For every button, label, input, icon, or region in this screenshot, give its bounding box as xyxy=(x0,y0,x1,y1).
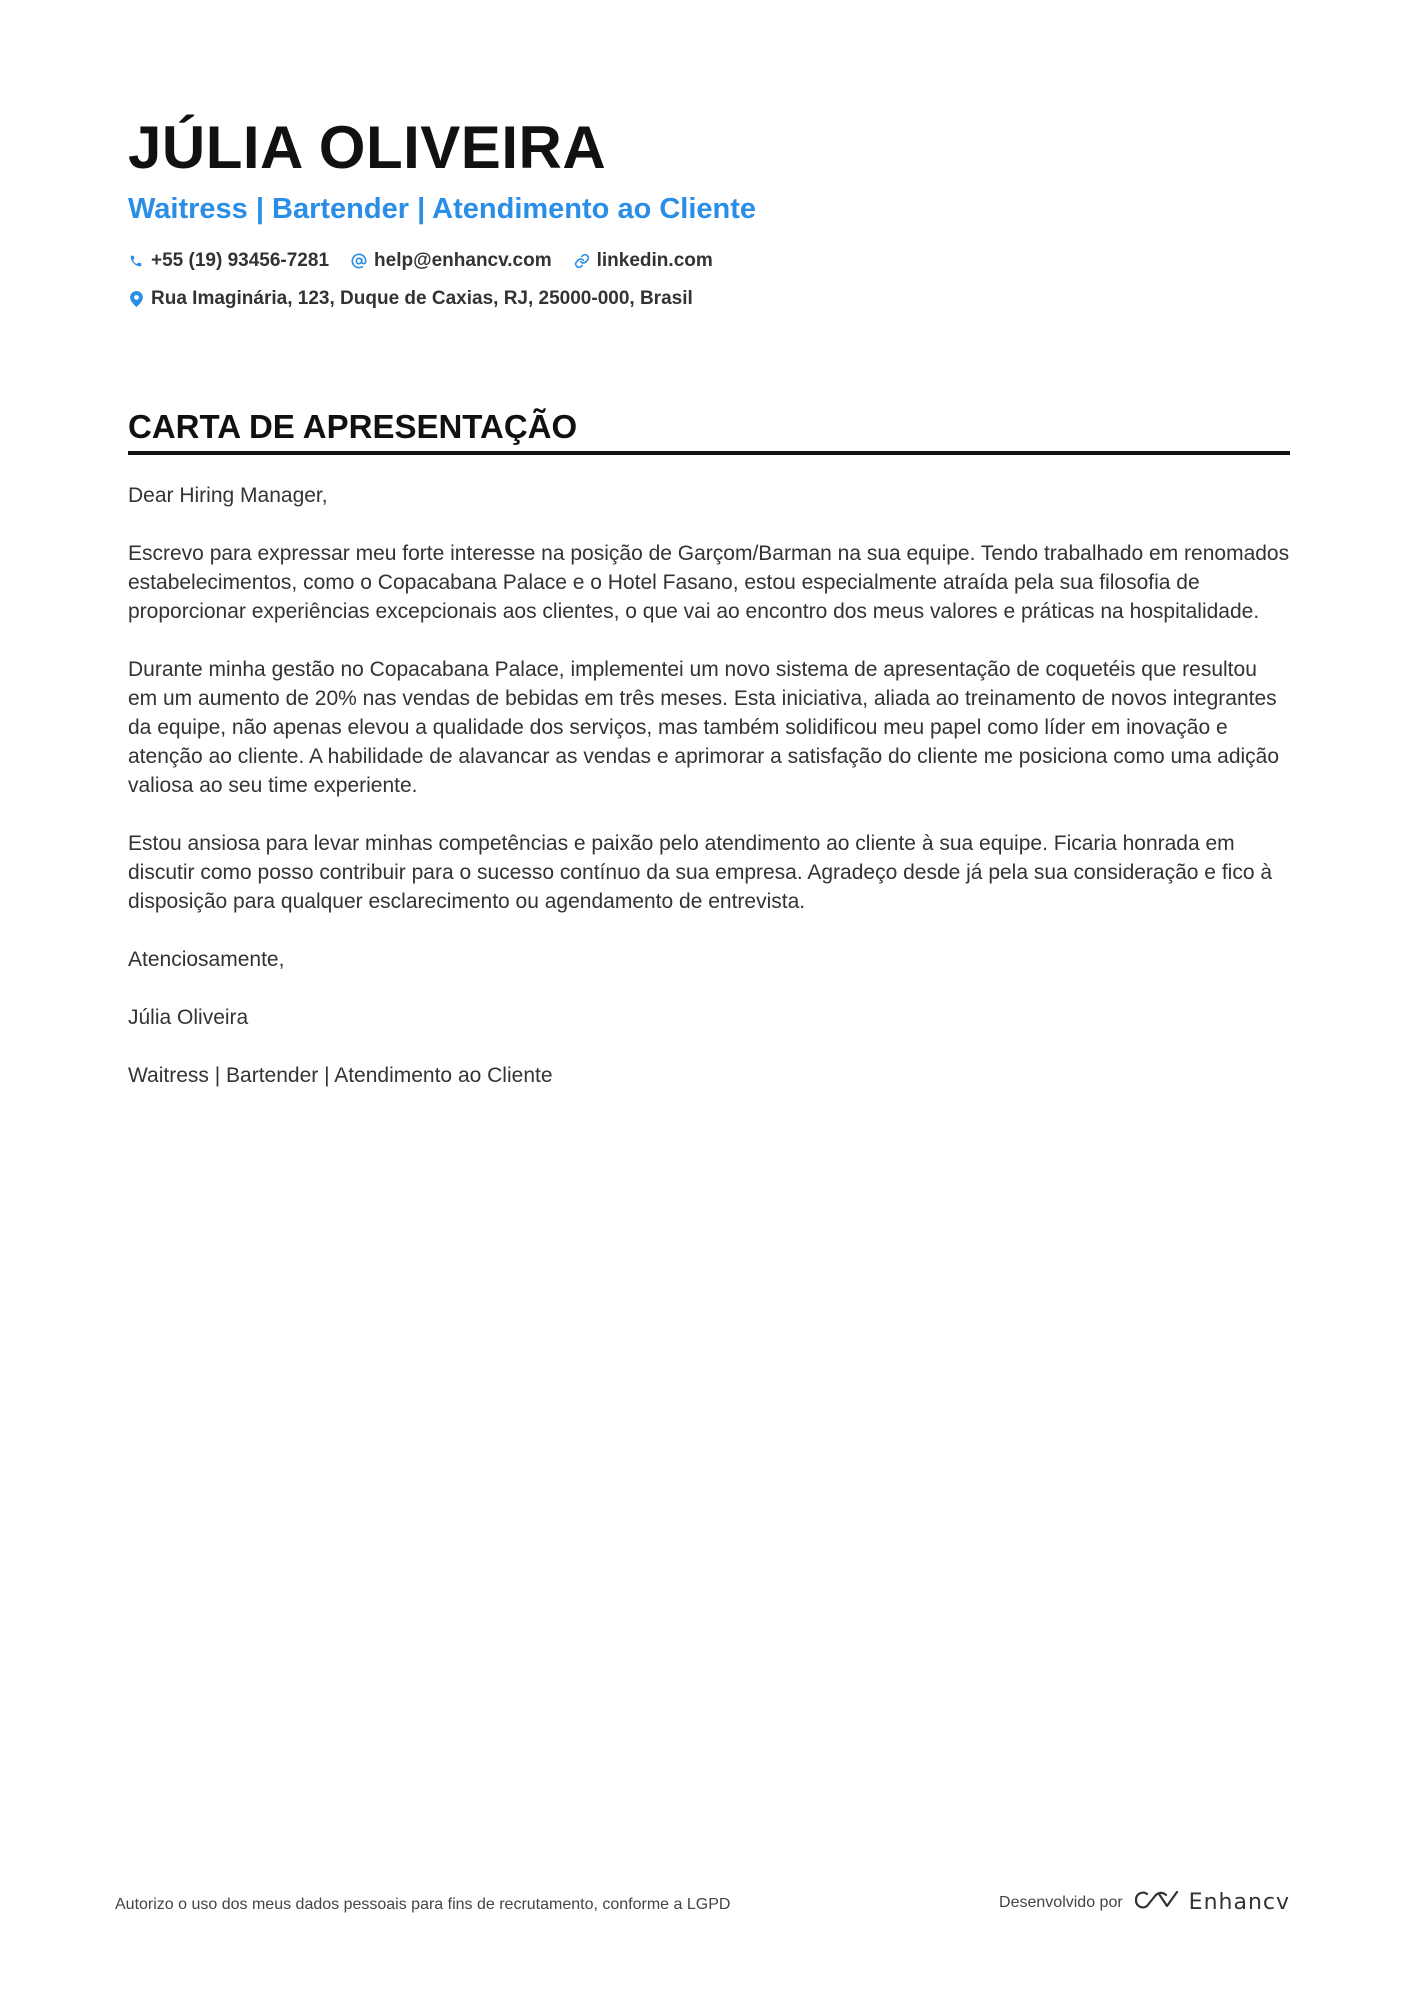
candidate-name: JÚLIA OLIVEIRA xyxy=(128,114,607,181)
phone-text: +55 (19) 93456-7281 xyxy=(151,250,330,271)
location-pin-icon xyxy=(128,290,144,308)
phone-icon xyxy=(128,252,144,270)
brand-name: Enhancv xyxy=(1188,1890,1290,1915)
email-text[interactable]: help@enhancv.com xyxy=(374,250,552,271)
contact-link[interactable] xyxy=(574,248,713,274)
contact-row-primary xyxy=(128,248,1288,274)
signature-title: Waitress | Bartender | Atendimento ao Cliente xyxy=(128,1064,553,1087)
letter-body xyxy=(128,481,1290,1090)
cover-letter-section xyxy=(128,405,1290,1119)
letter-closing: Atenciosamente, xyxy=(128,948,285,971)
contact-address xyxy=(128,286,693,312)
address-text: Rua Imaginária, 123, Duque de Caxias, RJ, 25000-000, Brasil xyxy=(151,288,693,309)
signature-name: Júlia Oliveira xyxy=(128,1006,249,1029)
letter-paragraph-3: Estou ansiosa para levar minhas competências e paixão pelo atendimento ao cliente à sua equipe. Ficaria honrada em discutir como posso contribuir para o sucesso contínuo da sua empresa. Agradeço desde já pela sua consideração e fico à disposição para qualquer esclarecimento ou agendamento de entrevista. xyxy=(128,832,1273,913)
link-icon xyxy=(574,252,590,270)
brand[interactable] xyxy=(1133,1888,1290,1917)
letter-greeting: Dear Hiring Manager, xyxy=(128,484,328,507)
link-text[interactable]: linkedin.com xyxy=(596,250,713,271)
contact-phone xyxy=(128,248,329,274)
at-icon xyxy=(351,252,367,270)
footer-consent: Autorizo o uso dos meus dados pessoais para fins de recrutamento, conforme a LGPD xyxy=(115,1896,731,1913)
powered-by-label: Desenvolvido por xyxy=(999,1893,1123,1911)
contact-row-address xyxy=(128,286,1288,312)
footer-powered-by[interactable] xyxy=(999,1888,1290,1917)
contact-email[interactable] xyxy=(351,248,552,274)
enhancv-logo-icon xyxy=(1133,1888,1179,1917)
section-title: CARTA DE APRESENTAÇÃO xyxy=(128,405,1290,455)
letter-paragraph-1: Escrevo para expressar meu forte interesse na posição de Garçom/Barman na sua equipe. Tendo trabalhado em renomados estabelecimentos, como o Copacabana Palace e o Hotel Fasano, estou especialmente atraída pela sua filosofia de proporcionar experiências excepcionais aos clientes, o que vai ao encontro dos meus valores e práticas na hospitalidade. xyxy=(128,542,1290,623)
letter-paragraph-2: Durante minha gestão no Copacabana Palace, implementei um novo sistema de apresentação de coquetéis que resultou em um aumento de 20% nas vendas de bebidas em três meses. Esta iniciativa, aliada ao treinamento de novos integrantes da equipe, não apenas elevou a qualidade dos serviços, mas também solidificou meu papel como líder em inovação e atenção ao cliente. A habilidade de alavancar as vendas e aprimorar a satisfação do cliente me posiciona como uma adição valiosa ao seu time experiente. xyxy=(128,658,1280,797)
header xyxy=(128,108,1288,312)
candidate-title: Waitress | Bartender | Atendimento ao Cliente xyxy=(128,193,757,225)
